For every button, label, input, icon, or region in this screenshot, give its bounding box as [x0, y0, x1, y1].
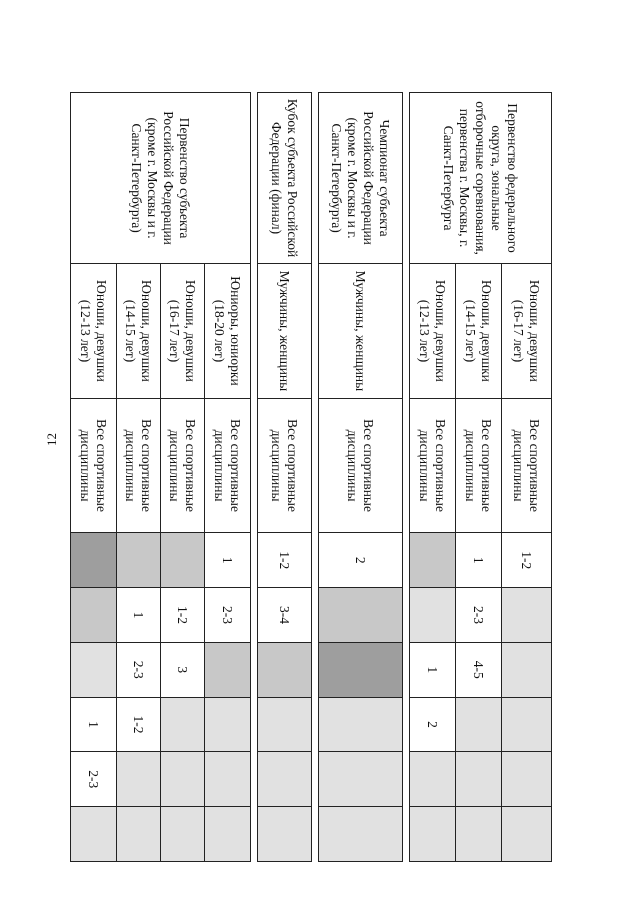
place-cell	[456, 697, 502, 752]
place-cell: 2-3	[205, 588, 251, 643]
place-cell	[161, 697, 205, 752]
group-separator	[403, 93, 410, 862]
place-cell: 1	[71, 697, 117, 752]
place-cell	[319, 752, 403, 807]
place-cell	[71, 533, 117, 588]
table-row	[205, 93, 251, 862]
competition-cell: Первенство субъекта Российской Федерации (кроме г. Москвы и г. Санкт-Петербурга)	[71, 93, 251, 264]
place-cell	[456, 752, 502, 807]
age-group-cell: Юноши, девушки (12-13 лет)	[410, 264, 456, 399]
place-cell: 2	[319, 533, 403, 588]
place-cell	[71, 642, 117, 697]
table-row	[319, 93, 403, 862]
competition-cell: Чемпионат субъекта Российской Федерации (кроме г. Москвы и г. Санкт-Петербурга)	[319, 93, 403, 264]
table-row	[258, 93, 312, 862]
place-cell	[205, 642, 251, 697]
place-cell	[117, 752, 161, 807]
place-cell: 1-2	[502, 533, 552, 588]
age-group-cell: Юноши, девушки (14-15 лет)	[456, 264, 502, 399]
place-cell: 2	[410, 697, 456, 752]
place-cell: 2-3	[71, 752, 117, 807]
place-cell	[456, 807, 502, 862]
place-cell	[502, 697, 552, 752]
place-cell	[71, 807, 117, 862]
sports-ranks-table	[70, 92, 552, 862]
place-cell: 3	[161, 642, 205, 697]
place-cell	[502, 752, 552, 807]
age-group-cell: Юниоры, юниорки (18-20 лет)	[205, 264, 251, 399]
age-group-cell: Юноши, девушки (14-15 лет)	[117, 264, 161, 399]
place-cell: 1	[205, 533, 251, 588]
place-cell	[410, 588, 456, 643]
discipline-cell: Все спортивные дисциплины	[117, 398, 161, 533]
discipline-cell: Все спортивные дисциплины	[319, 398, 403, 533]
place-cell	[205, 697, 251, 752]
place-cell	[71, 588, 117, 643]
place-cell: 1-2	[117, 697, 161, 752]
place-cell	[161, 752, 205, 807]
place-cell: 2-3	[456, 588, 502, 643]
place-cell: 3-4	[258, 588, 312, 643]
place-cell	[502, 588, 552, 643]
place-cell: 1-2	[161, 588, 205, 643]
place-cell	[161, 807, 205, 862]
discipline-cell: Все спортивные дисциплины	[258, 398, 312, 533]
place-cell	[319, 642, 403, 697]
age-group-cell: Юноши, девушки (12-13 лет)	[71, 264, 117, 399]
place-cell	[205, 807, 251, 862]
place-cell	[319, 588, 403, 643]
rotated-page-content	[74, 92, 552, 862]
place-cell	[258, 697, 312, 752]
place-cell	[258, 752, 312, 807]
group-separator	[312, 93, 319, 862]
place-cell: 1	[456, 533, 502, 588]
place-cell	[258, 807, 312, 862]
place-cell	[502, 642, 552, 697]
place-cell: 1-2	[258, 533, 312, 588]
discipline-cell: Все спортивные дисциплины	[205, 398, 251, 533]
discipline-cell: Все спортивные дисциплины	[161, 398, 205, 533]
competition-cell: Кубок субъекта Российской Федерации (финал)	[258, 93, 312, 264]
age-group-cell: Юноши, девушки (16-17 лет)	[161, 264, 205, 399]
discipline-cell: Все спортивные дисциплины	[502, 398, 552, 533]
place-cell	[410, 807, 456, 862]
discipline-cell: Все спортивные дисциплины	[456, 398, 502, 533]
place-cell	[117, 533, 161, 588]
age-group-cell: Мужчины, женщины	[258, 264, 312, 399]
age-group-cell: Юноши, девушки (16-17 лет)	[502, 264, 552, 399]
place-cell	[502, 807, 552, 862]
place-cell	[117, 807, 161, 862]
place-cell	[410, 752, 456, 807]
place-cell: 1	[410, 642, 456, 697]
place-cell: 4-5	[456, 642, 502, 697]
age-group-cell: Мужчины, женщины	[319, 264, 403, 399]
place-cell	[205, 752, 251, 807]
place-cell	[161, 533, 205, 588]
place-cell: 2-3	[117, 642, 161, 697]
place-cell	[258, 642, 312, 697]
competition-cell: Первенство федерального округа, зональные отборочные соревнования, первенства г. Москвы, г. Санкт-Петербурга	[410, 93, 552, 264]
place-cell	[410, 533, 456, 588]
place-cell	[319, 807, 403, 862]
discipline-cell: Все спортивные дисциплины	[410, 398, 456, 533]
place-cell	[319, 697, 403, 752]
group-separator	[251, 93, 258, 862]
place-cell: 1	[117, 588, 161, 643]
table-row	[502, 93, 552, 862]
discipline-cell: Все спортивные дисциплины	[71, 398, 117, 533]
page-number: 12	[44, 433, 59, 446]
